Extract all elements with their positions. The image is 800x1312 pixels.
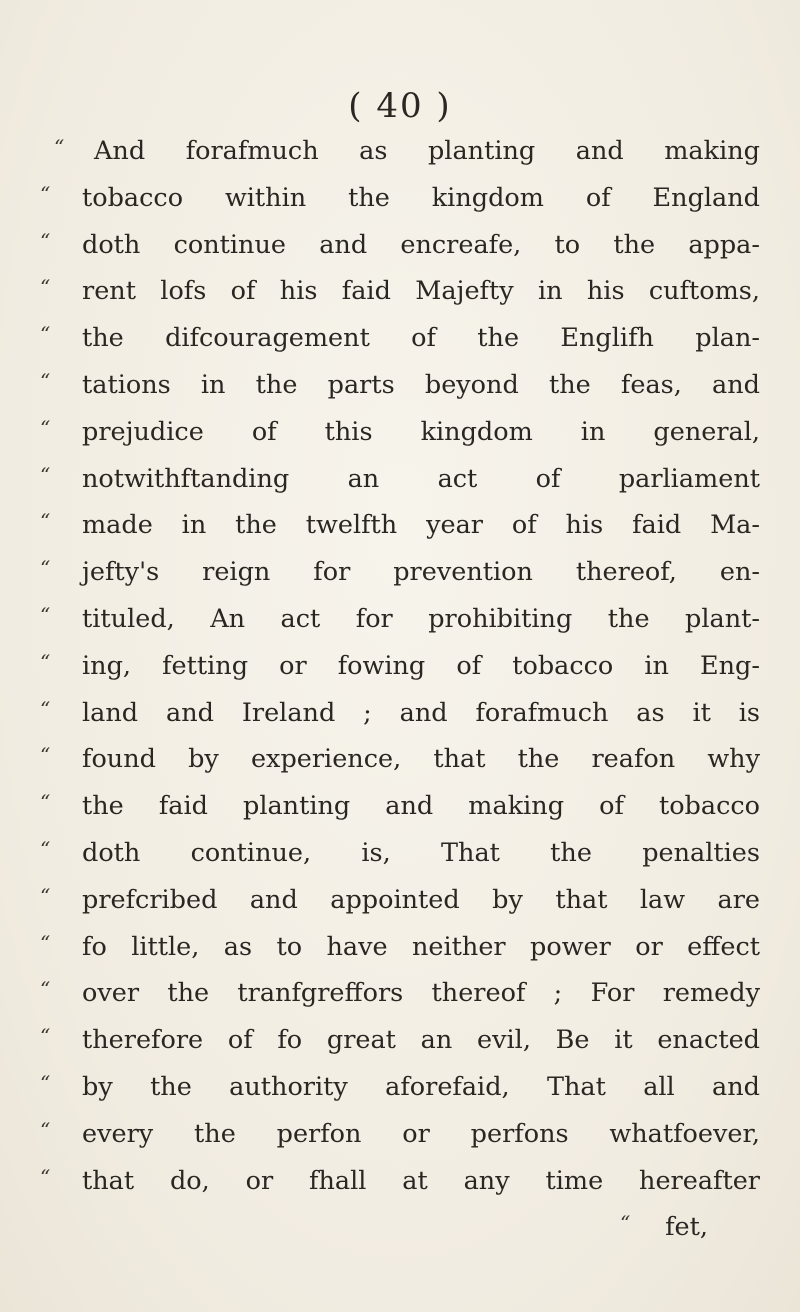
quote-mark: “ — [40, 836, 51, 861]
line-text: jefty's reign for prevention thereof, en- — [82, 557, 760, 588]
text-line — [40, 690, 760, 737]
body-text — [40, 128, 760, 1251]
line-text: that do, or fhall at any time hereafter — [82, 1165, 760, 1196]
quote-mark: “ — [40, 977, 51, 1002]
text-line — [40, 830, 760, 877]
line-text: tituled, An act for prohibiting the plant- — [82, 603, 760, 634]
quote-mark: “ — [40, 1164, 51, 1189]
quote-mark: “ — [40, 790, 51, 815]
line-text: tobacco within the kingdom of England — [82, 182, 760, 213]
line-text: over the tranfgreffors thereof ; For remedy — [82, 978, 760, 1009]
line-text: doth continue and encreafe, to the appa- — [82, 229, 760, 260]
quote-mark: “ — [40, 696, 51, 721]
line-text: the difcouragement of the Englifh plan- — [82, 323, 760, 354]
quote-mark: “ — [40, 322, 51, 347]
line-text: rent lofs of his faid Majefty in his cuftoms, — [82, 276, 760, 307]
text-line — [40, 877, 760, 924]
line-text: prejudice of this kingdom in general, — [82, 416, 760, 447]
quote-mark: “ — [40, 368, 51, 393]
quote-mark: “ — [620, 1211, 631, 1236]
text-line — [40, 970, 760, 1017]
quote-mark: “ — [40, 743, 51, 768]
text-line — [40, 128, 760, 175]
text-line — [40, 362, 760, 409]
text-line — [40, 1064, 760, 1111]
text-line — [40, 783, 760, 830]
text-line — [40, 315, 760, 362]
page-number: ( 40 ) — [348, 86, 452, 126]
quote-mark: “ — [40, 1070, 51, 1095]
quote-mark: “ — [40, 1024, 51, 1049]
line-text: found by experience, that the reafon why — [82, 744, 760, 775]
quote-mark: “ — [40, 228, 51, 253]
quote-mark: “ — [54, 135, 65, 159]
text-line — [40, 924, 760, 971]
quote-mark: “ — [40, 462, 51, 487]
quote-mark: “ — [40, 930, 51, 955]
text-line — [40, 596, 760, 643]
line-text: prefcribed and appointed by that law are — [82, 884, 760, 915]
line-text: doth continue, is, That the penalties — [82, 837, 760, 868]
line-text: tations in the parts beyond the feas, and — [82, 369, 760, 400]
line-text: by the authority aforefaid, That all and — [82, 1071, 760, 1102]
text-line — [40, 1158, 760, 1205]
catchword-line — [40, 1204, 760, 1251]
quote-mark: “ — [40, 649, 51, 674]
line-text: the faid planting and making of tobacco — [82, 791, 760, 822]
catchword: fet, — [665, 1212, 708, 1243]
text-line — [40, 502, 760, 549]
text-line — [40, 175, 760, 222]
text-line — [40, 1017, 760, 1064]
quote-mark: “ — [40, 883, 51, 908]
text-line — [40, 643, 760, 690]
line-text: notwithftanding an act of parliament — [82, 463, 760, 494]
line-text: made in the twelfth year of his faid Ma- — [82, 510, 760, 541]
text-line — [40, 409, 760, 456]
quote-mark: “ — [40, 181, 51, 206]
line-text: And forafmuch as planting and making — [94, 136, 760, 166]
text-line — [40, 268, 760, 315]
quote-mark: “ — [40, 1117, 51, 1142]
quote-mark: “ — [40, 556, 51, 581]
quote-mark: “ — [40, 415, 51, 440]
line-text: land and Ireland ; and forafmuch as it is — [82, 697, 760, 728]
line-text: fo little, as to have neither power or effect — [82, 931, 760, 962]
text-line — [40, 549, 760, 596]
quote-mark: “ — [40, 509, 51, 534]
quote-mark: “ — [40, 602, 51, 627]
text-line — [40, 222, 760, 269]
text-line — [40, 1111, 760, 1158]
line-text: therefore of fo great an evil, Be it enacted — [82, 1025, 760, 1056]
line-text: ing, fetting or fowing of tobacco in Eng- — [82, 650, 760, 681]
line-text: every the perfon or perfons whatfoever, — [82, 1118, 760, 1149]
quote-mark: “ — [40, 275, 51, 300]
text-line — [40, 456, 760, 503]
text-line — [40, 736, 760, 783]
